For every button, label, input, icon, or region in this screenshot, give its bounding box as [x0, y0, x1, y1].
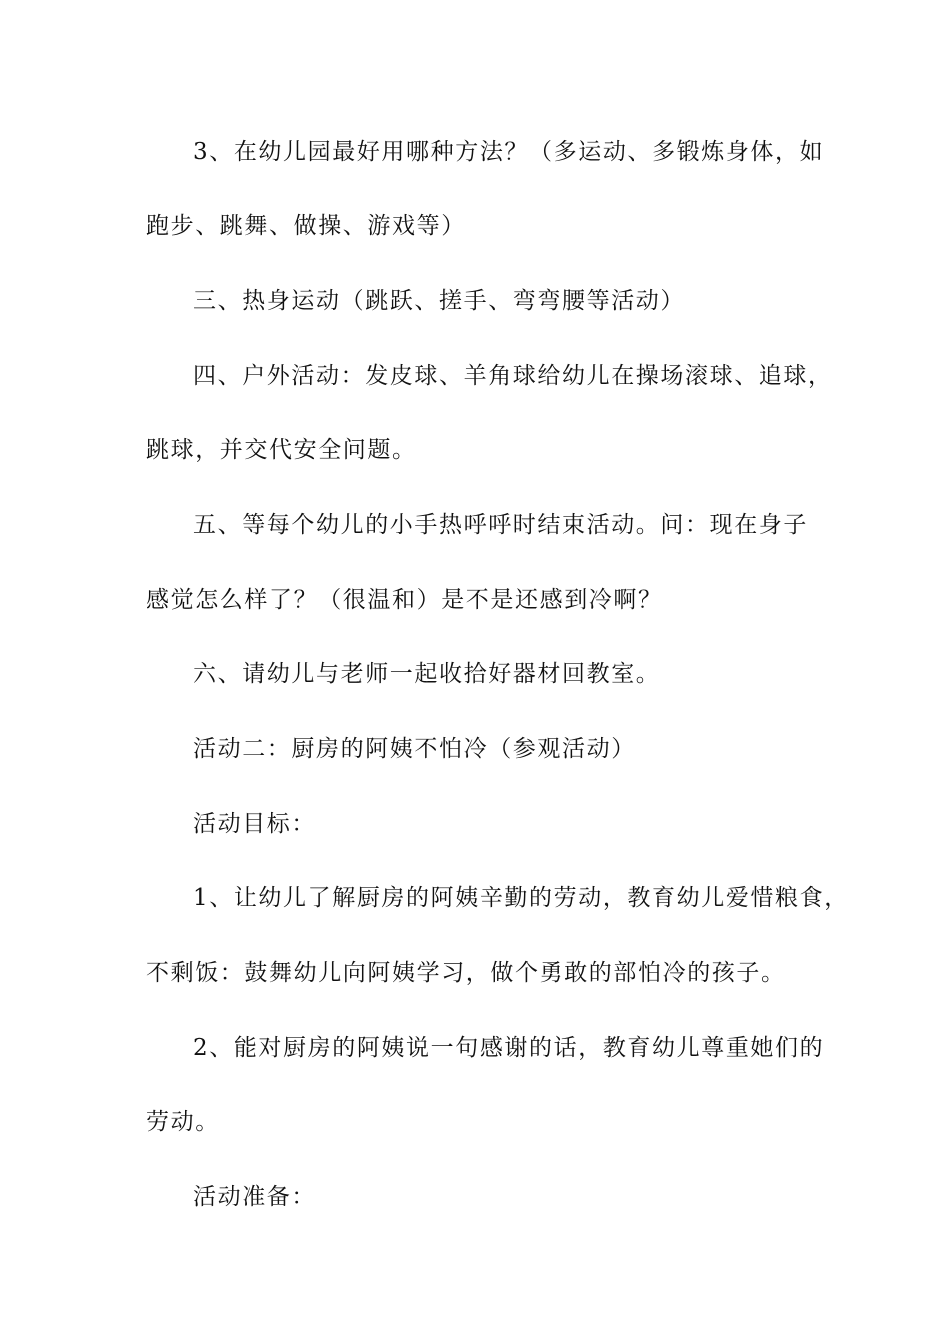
paragraph-line: 四、户外活动：发皮球、羊角球给幼儿在操场滚球、追球， [193, 363, 833, 389]
paragraph-line: 劳动。 [146, 1109, 220, 1135]
paragraph-line: 五、等每个幼儿的小手热呼呼时结束活动。问：现在身子 [193, 512, 808, 538]
paragraph-line: 三、热身运动（跳跃、搓手、弯弯腰等活动） [193, 288, 685, 314]
paragraph-line: 不剩饭：鼓舞幼儿向阿姨学习，做个勇敢的部怕冷的孩子。 [146, 960, 786, 986]
section-heading: 活动二：厨房的阿姨不怕冷（参观活动） [193, 736, 636, 762]
subsection-heading: 活动准备： [193, 1184, 316, 1210]
paragraph-line: 感觉怎么样了？（很温和）是不是还感到冷啊？ [146, 587, 663, 613]
paragraph-line: 1、让幼儿了解厨房的阿姨辛勤的劳动，教育幼儿爱惜粮食， [193, 885, 849, 911]
paragraph-line: 2、能对厨房的阿姨说一句感谢的话，教育幼儿尊重她们的 [193, 1035, 825, 1061]
paragraph-line: 跳球，并交代安全问题。 [146, 437, 417, 463]
subsection-heading: 活动目标： [193, 811, 316, 837]
paragraph-line: 3、在幼儿园最好用哪种方法？（多运动、多锻炼身体，如 [193, 139, 825, 165]
paragraph-line: 六、请幼儿与老师一起收拾好器材回教室。 [193, 661, 661, 687]
paragraph-line: 跑步、跳舞、做操、游戏等） [146, 213, 466, 239]
